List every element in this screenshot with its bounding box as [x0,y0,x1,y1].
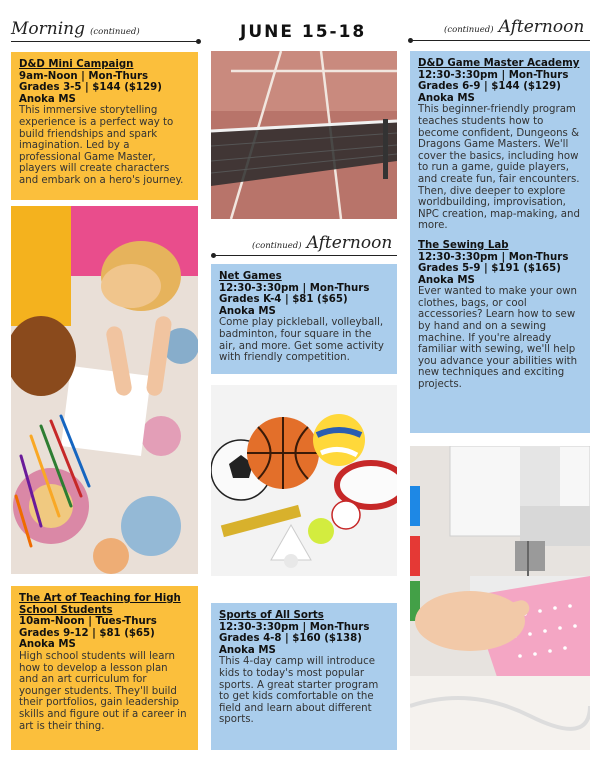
camp-card-art-teaching [11,586,198,750]
divider-line [213,255,397,256]
camp-title: D&D Game Master Academy [418,58,580,69]
camp-grades-price: Grades 6-9 | $144 ($129) [418,81,561,93]
camp-description: Come play pickleball, volleyball, badminton, four square in the air, and more. Get some activity with friendly competition. [219,317,384,364]
divider-dot [196,39,201,44]
camp-card-net-games [211,264,397,374]
camp-description: Ever wanted to make your own clothes, bags, or cool accessories? Learn how to sew by hand and on a sewing machine. If you're already familiar with sewing, we'll help you advance your abilities with new techniques and exciting projects. [418,286,578,391]
afternoon-continued-heading: (continued) Afternoon [444,17,585,37]
camp-title: The Art of Teaching for High School Students [19,593,181,616]
camp-location: Anoka MS [19,93,76,105]
camp-location: Anoka MS [219,305,276,317]
camp-schedule: 12:30-3:30pm | Mon-Thurs [219,621,370,633]
sewing-machine-photo [410,446,590,750]
camp-title: Sports of All Sorts [219,610,324,621]
page-title: JUNE 15-18 [240,22,367,42]
camp-grades-price: Grades 4-8 | $160 ($138) [219,633,362,645]
camp-location: Anoka MS [418,92,475,104]
camp-schedule: 9am-Noon | Mon-Thurs [19,70,149,82]
camp-card-sports-all-sorts [211,603,397,750]
camp-description: This beginner-friendly program teaches students how to become confident, Dungeons & Dragons Game Masters. We'll cover the basics, including how to run a game, guide players, and create fun, fair encounters. Then, dive deeper to explore worldbuilding, improvisation, NPC creation, map-making, and more. [418,104,580,232]
camp-schedule: 10am-Noon | Tues-Thurs [19,616,157,628]
camp-grades-price: Grades K-4 | $81 ($65) [219,294,348,306]
camp-description: This immersive storytelling experience is a perfect way to build friendships and spark imagination. Led by a professional Game Master, players will create characters and embark on a hero's journey. [19,105,184,186]
divider-line [11,41,199,42]
camp-grades-price: Grades 9-12 | $81 ($65) [19,627,155,639]
camp-schedule: 12:30-3:30pm | Mon-Thurs [418,251,569,263]
camp-description: This 4-day camp will introduce kids to today's most popular sports. A great starter program to get kids comfortable on the field and learn about different sports. [219,656,379,726]
camp-location: Anoka MS [418,274,475,286]
camp-title: Net Games [219,271,282,282]
camp-grades-price: Grades 5-9 | $191 ($165) [418,263,561,275]
camp-title: The Sewing Lab [418,239,509,251]
camp-location: Anoka MS [19,639,76,651]
camp-description: High school students will learn how to develop a lesson plan and an art curriculum for younger students. They'll build their portfolios, gain leadership skills and figure out if a career in art is their thing. [19,650,187,732]
morning-continued-heading: Morning (continued) [11,19,140,39]
sports-balls-photo [211,385,397,576]
divider-line [410,40,590,41]
camp-card-dnd-mini [11,52,198,200]
camp-card-dnd-gm-and-sewing [410,51,590,433]
tennis-court-photo [211,51,397,219]
camp-schedule: 12:30-3:30pm | Mon-Thurs [219,282,370,294]
kids-drawing-photo [11,206,198,574]
camp-title: D&D Mini Campaign [19,59,134,70]
camp-grades-price: Grades 3-5 | $144 ($129) [19,82,162,94]
camp-schedule: 12:30-3:30pm | Mon-Thurs [418,69,569,81]
afternoon-continued-heading: (continued) Afternoon [252,233,393,253]
camp-location: Anoka MS [219,644,276,656]
